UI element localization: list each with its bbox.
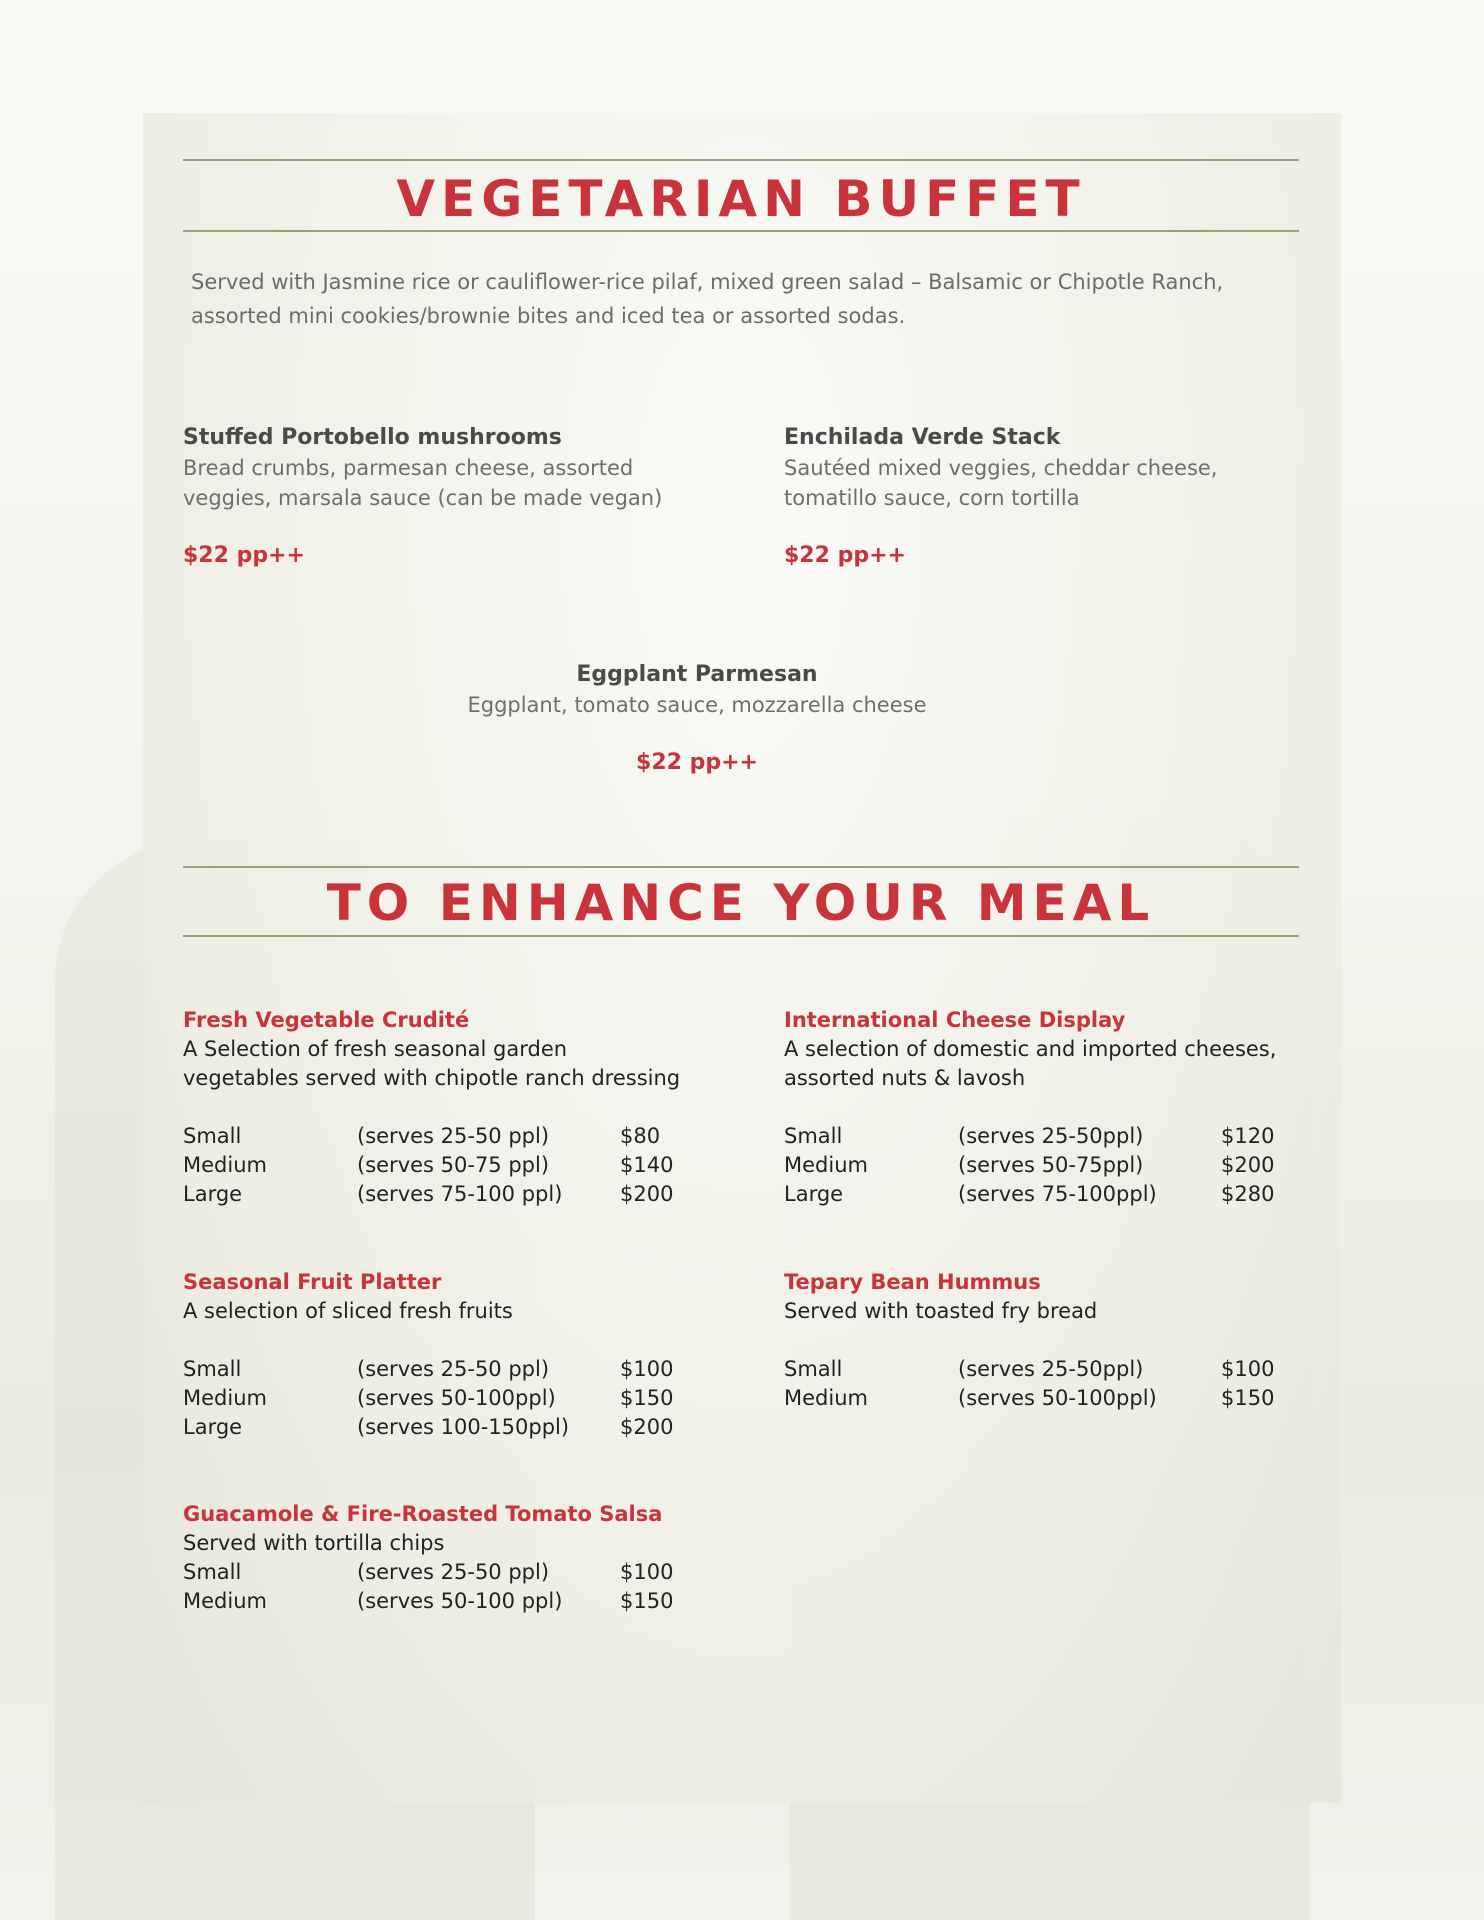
size-label: Medium [183,1386,267,1410]
size-label: Medium [784,1153,868,1177]
dish-description: Eggplant, tomato sauce, mozzarella cheese [467,693,927,717]
enhance-title: TO ENHANCE YOUR MEAL [326,874,1156,932]
size-price: $200 [1221,1153,1275,1177]
serves-label: (serves 25-50 ppl) [357,1124,550,1148]
size-row [784,1122,1304,1151]
dish-price: $22 pp++ [784,543,906,568]
size-price: $100 [1221,1357,1275,1381]
size-label: Medium [784,1386,868,1410]
size-price: $200 [620,1415,674,1439]
serves-label: (serves 75-100 ppl) [357,1182,563,1206]
item-description: A Selection of fresh seasonal garden vegetables served with chipotle ranch dressing [183,1037,681,1090]
size-row [183,1180,703,1209]
size-row [784,1355,1304,1384]
dish-description: Bread crumbs, parmesan cheese, assorted veggies, marsala sauce (can be made vegan) [183,456,663,510]
size-label: Large [784,1182,844,1206]
item-cheese-display [784,1006,1304,1209]
size-table [183,1355,703,1442]
serves-label: (serves 25-50 ppl) [357,1560,550,1584]
size-row [183,1355,703,1384]
size-price: $140 [620,1153,674,1177]
item-description: A selection of sliced fresh fruits [183,1299,513,1323]
size-row [183,1558,743,1587]
size-row [784,1384,1304,1413]
item-name: International Cheese Display [784,1008,1126,1032]
size-label: Medium [183,1589,267,1613]
item-vegetable-crudite [183,1006,703,1209]
item-bean-hummus [784,1268,1304,1413]
size-label: Medium [183,1153,267,1177]
size-price: $100 [620,1357,674,1381]
size-label: Small [183,1357,242,1381]
dish-name: Enchilada Verde Stack [784,425,1061,450]
size-price: $100 [620,1560,674,1584]
size-row [183,1122,703,1151]
item-description: Served with tortilla chips [183,1531,445,1555]
size-row [183,1151,703,1180]
header-rule-bottom [183,230,1299,232]
dish-description: Sautéed mixed veggies, cheddar cheese, tomatillo sauce, corn tortilla [784,456,1218,510]
size-table [183,1122,703,1209]
serves-label: (serves 25-50ppl) [958,1357,1144,1381]
header-rule-top [183,159,1299,161]
dish-price: $22 pp++ [183,543,305,568]
size-price: $280 [1221,1182,1275,1206]
dish-stuffed-portobello [183,423,703,571]
size-label: Small [784,1357,843,1381]
serves-label: (serves 50-75 ppl) [357,1153,550,1177]
size-price: $200 [620,1182,674,1206]
size-price: $80 [620,1124,661,1148]
enhance-rule-bottom [183,935,1299,937]
item-name: Fresh Vegetable Crudité [183,1008,470,1032]
item-guacamole-salsa [183,1500,743,1616]
menu-panel [143,113,1341,1803]
size-row [784,1151,1304,1180]
item-description: A selection of domestic and imported cheeses, assorted nuts & lavosh [784,1037,1277,1090]
dish-enchilada-verde-stack [784,423,1304,571]
size-label: Small [784,1124,843,1148]
serves-label: (serves 100-150ppl) [357,1415,570,1439]
size-table [183,1558,743,1616]
size-label: Small [183,1124,242,1148]
size-table [784,1122,1304,1209]
serves-label: (serves 50-100ppl) [357,1386,556,1410]
size-price: $150 [1221,1386,1275,1410]
dish-name: Eggplant Parmesan [576,662,818,687]
size-row [784,1180,1304,1209]
serves-label: (serves 50-100 ppl) [357,1589,563,1613]
item-description: Served with toasted fry bread [784,1299,1098,1323]
size-row [183,1587,743,1616]
serves-label: (serves 50-100ppl) [958,1386,1157,1410]
serves-label: (serves 25-50ppl) [958,1124,1144,1148]
serves-label: (serves 75-100ppl) [958,1182,1157,1206]
dish-eggplant-parmesan [397,660,997,778]
size-label: Large [183,1415,243,1439]
dish-price: $22 pp++ [636,750,758,775]
size-row [183,1413,703,1442]
size-price: $120 [1221,1124,1275,1148]
serves-label: (serves 25-50 ppl) [357,1357,550,1381]
size-label: Large [183,1182,243,1206]
size-table [784,1355,1304,1413]
buffet-title: VEGETARIAN BUFFET [396,170,1086,228]
item-fruit-platter [183,1268,703,1442]
item-name: Guacamole & Fire-Roasted Tomato Salsa [183,1502,663,1526]
serves-label: (serves 50-75ppl) [958,1153,1144,1177]
enhance-rule-top [183,866,1299,868]
buffet-intro: Served with Jasmine rice or cauliflower-rice pilaf, mixed green salad – Balsamic or Chipotle Ranch, assorted mini cookies/brownie bites and iced tea or assorted sodas. [191,270,1224,328]
size-price: $150 [620,1386,674,1410]
item-name: Seasonal Fruit Platter [183,1270,442,1294]
size-label: Small [183,1560,242,1584]
item-name: Tepary Bean Hummus [784,1270,1041,1294]
size-price: $150 [620,1589,674,1613]
size-row [183,1384,703,1413]
dish-name: Stuffed Portobello mushrooms [183,425,562,450]
